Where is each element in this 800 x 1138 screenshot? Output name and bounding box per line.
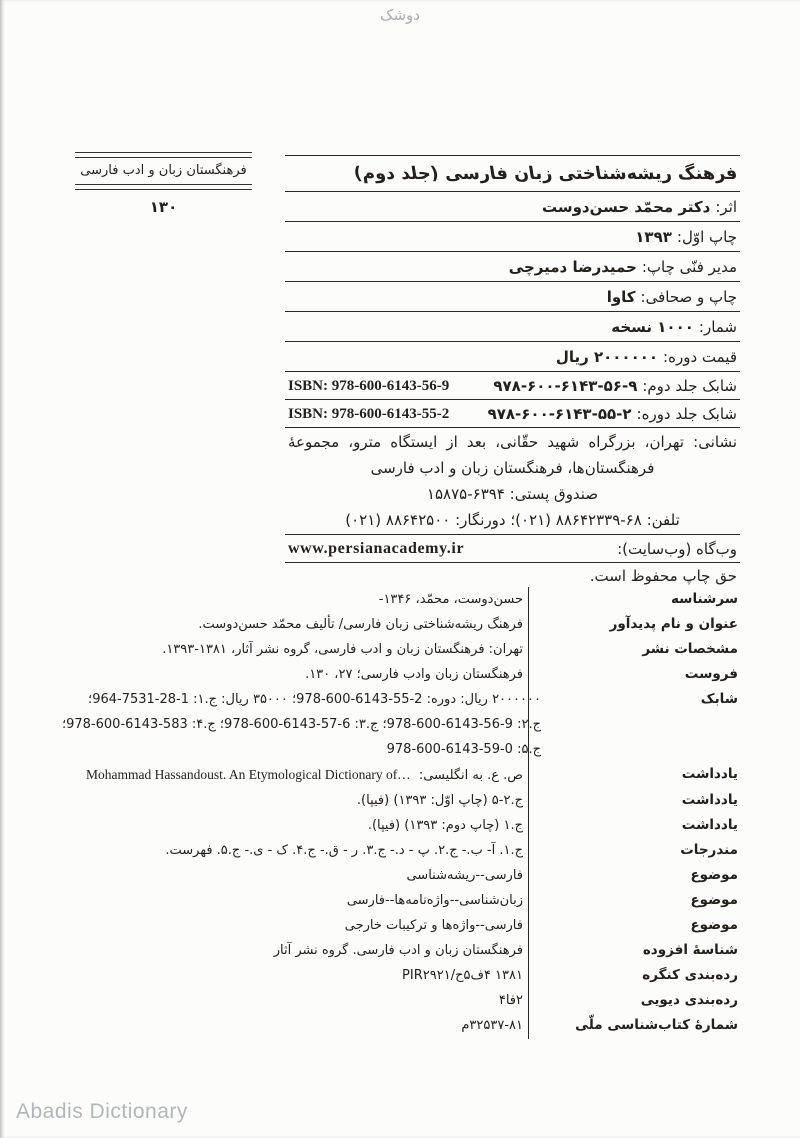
cip-row-isbn bbox=[62, 687, 738, 762]
cip-value: فارسی--ریشه‌شناسی bbox=[406, 868, 523, 883]
author-value: دکتر محمّد حسن‌دوست bbox=[541, 198, 711, 216]
printing-label: چاپ و صحافی: bbox=[640, 288, 737, 306]
cip-block bbox=[62, 587, 738, 1038]
cip-row-title-statement bbox=[62, 612, 738, 637]
cip-value: فرهنگستان زبان و ادب فارسی. گروه نشر آثار bbox=[273, 943, 523, 958]
price-value: ۲۰۰۰۰۰۰ ریال bbox=[555, 348, 659, 366]
address-line-1: نشانی: تهران، بزرگراه شهید حقّانی، بعد از ایستگاه مترو، مجموعۀ bbox=[288, 433, 737, 451]
isbn-volume-number: ۹-۵۶-۶۱۴۳-۶۰۰-۹۷۸ bbox=[493, 376, 638, 395]
cip-row-note-fipa-2 bbox=[62, 813, 738, 838]
cip-value bbox=[62, 762, 533, 788]
copyright-notice: حق چاپ محفوظ است. bbox=[589, 567, 737, 585]
cip-label: شابک bbox=[700, 691, 738, 707]
technical-manager-label: مدیر فنّی چاپ: bbox=[641, 258, 737, 276]
cip-value: فارسی--واژه‌ها و ترکیبات خارجی bbox=[344, 918, 523, 933]
cip-value: ۲۰۰۰۰۰۰ ریال: دوره: ‎978-600-6143-55-2؛ ۳۵۰۰۰ ریال: ج.۱: ‎964-7531-28-1؛ ج.۲: ‎978-600-6143-56-9؛ ج.۳: ‎978-600-6143-57-6؛ ج.۴: ‎978-600-6143-583؛ ج.۵: ‎978-600-6143-59-0 bbox=[62, 692, 541, 757]
cip-row-note-fipa-1 bbox=[62, 788, 738, 813]
isbn-set-latin: ISBN: 978-600-6143-55-2 bbox=[288, 405, 450, 422]
edition-row bbox=[285, 222, 740, 252]
print-run-label: شمار: bbox=[698, 318, 737, 336]
cip-label: مندرجات bbox=[680, 842, 738, 858]
cip-row-subject-1 bbox=[62, 863, 738, 888]
cip-label: عنوان و نام پدیدآور bbox=[609, 616, 738, 632]
isbn-volume-latin: ISBN: 978-600-6143-56-9 bbox=[288, 377, 450, 394]
cip-value: تهران: فرهنگستان زبان و ادب فارسی، گروه نشر آثار، ۱۳۸۱-۱۳۹۳. bbox=[162, 642, 523, 657]
cip-row-subject-2 bbox=[62, 888, 738, 913]
cip-row-header-entry bbox=[62, 587, 738, 612]
printing-row bbox=[285, 282, 740, 312]
isbn-volume-row bbox=[285, 372, 740, 400]
author-row bbox=[285, 192, 740, 222]
isbn-set-row bbox=[285, 400, 740, 428]
cip-row-national-bibliography-number bbox=[62, 1013, 738, 1038]
series-number: ۱۳۰ bbox=[149, 198, 178, 216]
cip-row-note-english-title bbox=[62, 762, 738, 788]
website-url: www.persianacademy.ir bbox=[288, 539, 465, 557]
cip-label: شناسۀ افزوده bbox=[642, 942, 738, 958]
cip-label: موضوع bbox=[690, 867, 738, 883]
copyright-row bbox=[285, 563, 740, 589]
cip-label: سرشناسه bbox=[671, 591, 738, 607]
cip-label: رده‌بندی دیویی bbox=[640, 992, 738, 1008]
address-row bbox=[285, 428, 740, 535]
cip-value: فرهنگ ریشه‌شناختی زبان فارسی/ تألیف محمّد حسن‌دوست. bbox=[198, 617, 523, 632]
colophon-table bbox=[285, 155, 740, 589]
cip-label: فروست bbox=[684, 666, 738, 682]
cip-value: ۳۲۵۳۷-۸۱م bbox=[461, 1018, 523, 1033]
cip-row-added-entry bbox=[62, 938, 738, 963]
series-publisher-name: فرهنگستان زبان و ادب فارسی bbox=[80, 163, 247, 178]
cip-label: یادداشت bbox=[681, 792, 738, 808]
cip-value: ج.۱ (چاپ دوم: ۱۳۹۳) (فیپا). bbox=[367, 818, 523, 833]
technical-manager-value: حمیدرضا دمیرچی bbox=[508, 258, 637, 276]
cip-row-series bbox=[62, 662, 738, 687]
cip-value: ج.۲-۵ (چاپ اوّل: ۱۳۹۳) (فیپا). bbox=[356, 793, 523, 808]
cip-label: مشخصات نشر bbox=[642, 641, 738, 657]
cip-value: ج.۱. آ- ب.- ج.۲. پ - د.- ج.۳. ر - ق.- ج.۴. ک - ی.- ج.۵. فهرست. bbox=[165, 843, 523, 858]
phone-fax-line: تلفن: ۶۸-۸۸۶۴۲۳۳۹ (۰۲۱)؛ دورنگار: ۸۸۶۴۲۵۰۰ (۰۲۱) bbox=[345, 511, 680, 529]
cip-row-publication bbox=[62, 637, 738, 662]
price-label: قیمت دوره: bbox=[663, 348, 737, 366]
book-title: فرهنگ ریشه‌شناختی زبان فارسی (جلد دوم) bbox=[352, 164, 739, 184]
cip-value: زبان‌شناسی--واژه‌نامه‌ها--فارسی bbox=[346, 893, 523, 908]
cip-value: ۱۳۸۱ ۴ف۵ح/PIR۲۹۲۱ bbox=[402, 968, 523, 983]
cip-label: موضوع bbox=[690, 917, 738, 933]
cip-value: حسن‌دوست، محمّد، ۱۳۴۶- bbox=[378, 592, 523, 607]
po-box-line: صندوق پستی: ۶۳۹۴-۱۵۸۷۵ bbox=[426, 485, 599, 503]
isbn-volume-label: شابک جلد دوم: bbox=[642, 376, 737, 395]
isbn-set-number: ۲-۵۵-۶۱۴۳-۶۰۰-۹۷۸ bbox=[487, 404, 632, 423]
author-label: اثر: bbox=[715, 198, 737, 216]
book-title-row bbox=[285, 156, 740, 192]
cip-row-dewey bbox=[62, 988, 738, 1013]
cip-note-latin-title: Mohammad Hassandoust. An Etymological Dictionary of… bbox=[85, 767, 411, 782]
website-row bbox=[285, 535, 740, 563]
isbn-set-persian bbox=[488, 400, 737, 428]
cip-value: ۲فا۴ bbox=[498, 993, 523, 1008]
cip-label: موضوع bbox=[690, 892, 738, 908]
cip-label: یادداشت bbox=[681, 766, 738, 782]
cip-label: یادداشت bbox=[681, 817, 738, 833]
isbn-volume-persian bbox=[493, 372, 737, 400]
print-run-row bbox=[285, 312, 740, 342]
cip-row-subject-3 bbox=[62, 913, 738, 938]
isbn-set-label: شابک جلد دوره: bbox=[636, 404, 737, 423]
print-run-value: ۱۰۰۰ نسخه bbox=[611, 318, 694, 336]
cip-label: رده‌بندی کنگره bbox=[642, 967, 738, 983]
edition-label: چاپ اوّل: bbox=[676, 228, 737, 246]
technical-manager-row bbox=[285, 252, 740, 282]
cip-value: فرهنگستان زبان وادب فارسی؛ ۲۷، ۱۳۰. bbox=[305, 667, 523, 682]
address-line-2: فرهنگستان‌ها، فرهنگستان زبان و ادب فارسی bbox=[370, 459, 655, 477]
cip-row-lcc bbox=[62, 963, 738, 988]
series-box bbox=[75, 152, 252, 216]
abadis-dictionary-watermark: Abadis Dictionary bbox=[16, 1100, 188, 1123]
cip-row-contents bbox=[62, 838, 738, 863]
printing-value: کاوا bbox=[606, 288, 636, 306]
edition-value: ۱۳۹۳ bbox=[635, 228, 672, 246]
website-label: وب‌گاه (وب‌سایت): bbox=[617, 539, 737, 558]
cip-note-prefix: ص. ع. به انگلیسی: bbox=[418, 768, 523, 783]
lookup-word-watermark: دوشک bbox=[380, 6, 420, 24]
price-row bbox=[285, 342, 740, 372]
cip-label: شمارۀ کتاب‌شناسی ملّی bbox=[575, 1017, 738, 1033]
